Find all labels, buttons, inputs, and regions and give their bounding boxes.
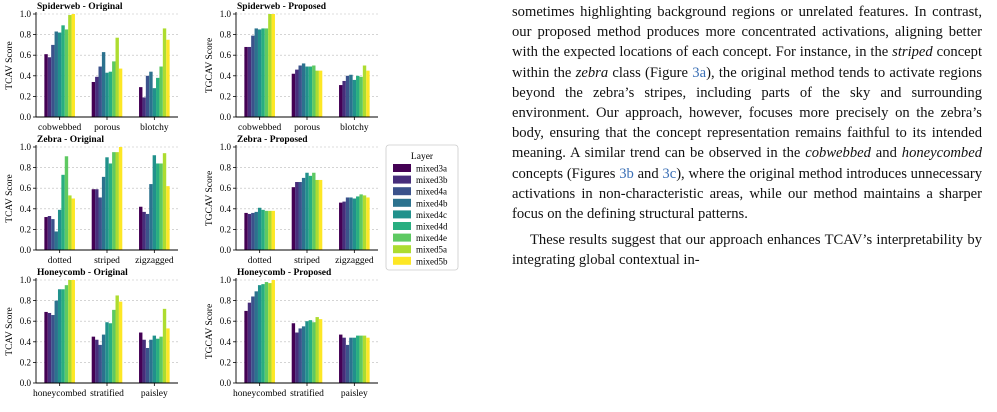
bar-cobwebbed-mixed4e <box>65 29 68 117</box>
y-axis-label: TCAV Score <box>5 41 15 90</box>
text-span: and <box>633 165 663 182</box>
bar-paisley-mixed4d <box>156 339 159 383</box>
y-tick-label: 0.8 <box>219 295 231 306</box>
legend-label-mixed4c: mixed4c <box>416 209 447 220</box>
bar-paisley-mixed4c <box>353 338 356 383</box>
bar-honeycombed-mixed4d <box>261 284 264 383</box>
bar-dotted-mixed4b <box>55 231 58 250</box>
term-striped: striped <box>892 44 933 61</box>
y-tick-label: 0.0 <box>219 245 231 255</box>
bar-honeycombed-mixed4d <box>61 289 64 383</box>
bar-paisley-mixed3b <box>342 338 345 383</box>
bar-paisley-mixed3a <box>339 335 342 383</box>
y-tick-label: 0.6 <box>219 316 231 327</box>
bar-honeycombed-mixed5a <box>268 283 271 383</box>
legend-title: Layer <box>410 152 434 162</box>
bar-blotchy-mixed4b <box>349 75 352 117</box>
bar-blotchy-mixed3a <box>139 87 142 117</box>
bar-blotchy-mixed4a <box>146 76 149 117</box>
bar-cobwebbed-mixed4d <box>261 28 264 117</box>
bar-dotted-mixed3a <box>44 217 47 250</box>
y-tick-label: 0.4 <box>19 70 31 81</box>
bar-striped-mixed5a <box>116 152 119 250</box>
term-cobwebbed: cobwebbed <box>805 145 871 162</box>
bar-paisley-mixed4b <box>149 340 152 383</box>
x-tick-label: porous <box>94 123 120 133</box>
bar-honeycombed-mixed4e <box>265 282 268 383</box>
bar-stratified-mixed3a <box>92 337 95 383</box>
y-tick-label: 0.2 <box>19 91 31 102</box>
y-tick-label: 0.8 <box>219 162 231 173</box>
bar-zigzagged-mixed3a <box>139 207 142 250</box>
legend-swatch-mixed3b <box>393 176 411 184</box>
bar-zigzagged-mixed3a <box>339 203 342 250</box>
figure-ref-3a[interactable]: 3a <box>692 64 707 81</box>
bar-paisley-mixed4a <box>346 345 349 383</box>
bar-zigzagged-mixed4a <box>346 197 349 250</box>
bar-porous-mixed4d <box>109 72 112 117</box>
x-tick-label: striped <box>294 256 320 266</box>
x-tick-label: zigzagged <box>135 256 174 266</box>
bar-striped-mixed5a <box>316 180 319 250</box>
chart-title: Honeycomb - Proposed <box>237 268 332 278</box>
bar-striped-mixed5b <box>119 147 122 250</box>
bar-dotted-mixed3b <box>248 214 251 250</box>
y-tick-label: 0.2 <box>19 357 31 368</box>
bar-stratified-mixed4b <box>302 326 305 383</box>
bar-blotchy-mixed3b <box>142 97 145 117</box>
bar-cobwebbed-mixed4a <box>51 45 54 117</box>
chart-panel-3 <box>5 135 178 266</box>
bar-cobwebbed-mixed4d <box>61 25 64 117</box>
y-tick-label: 0.0 <box>19 245 31 255</box>
bar-striped-mixed4a <box>299 182 302 250</box>
y-tick-label: 0.8 <box>19 29 31 40</box>
bar-zigzagged-mixed5b <box>166 186 169 250</box>
x-tick-label: stratified <box>90 389 124 399</box>
bar-porous-mixed4c <box>105 73 108 117</box>
bar-stratified-mixed4b <box>102 335 105 383</box>
bar-paisley-mixed4a <box>146 348 149 383</box>
bar-porous-mixed4b <box>302 63 305 117</box>
bar-zigzagged-mixed5a <box>163 153 166 250</box>
y-tick-label: 0.4 <box>19 336 31 347</box>
chart-title: Spiderweb - Original <box>37 2 123 12</box>
term-honeycombed: honeycombed <box>901 145 982 162</box>
x-tick-label: cobwebbed <box>238 123 282 133</box>
bar-zigzagged-mixed5b <box>366 197 369 250</box>
chart-title: Spiderweb - Proposed <box>237 2 327 12</box>
legend-label-mixed4b: mixed4b <box>416 198 448 209</box>
bar-paisley-mixed3a <box>139 333 142 383</box>
figure-ref-3c[interactable]: 3c <box>662 165 677 182</box>
bar-striped-mixed4d <box>309 176 312 250</box>
bar-stratified-mixed3b <box>95 340 98 383</box>
bar-striped-mixed4a <box>99 197 102 250</box>
bar-striped-mixed4d <box>109 163 112 250</box>
bar-zigzagged-mixed4b <box>349 197 352 250</box>
x-tick-label: stratified <box>290 389 324 399</box>
figure-3 <box>0 0 480 407</box>
bar-blotchy-mixed4c <box>153 88 156 117</box>
bar-stratified-mixed3a <box>292 323 295 383</box>
bar-zigzagged-mixed4e <box>359 194 362 250</box>
y-tick-label: 1.0 <box>19 275 31 285</box>
y-tick-label: 0.0 <box>19 112 31 122</box>
text-span: ), where the original method introduces unnecessary activations in non-characteristic areas, while our method maintains a sharper focus on the defining structural patterns. <box>512 165 982 223</box>
legend-label-mixed5a: mixed5a <box>416 244 447 255</box>
x-tick-label: paisley <box>140 389 168 399</box>
y-tick-label: 0.4 <box>19 203 31 214</box>
bar-dotted-mixed4e <box>65 156 68 250</box>
bar-porous-mixed4c <box>305 67 308 117</box>
x-tick-label: dotted <box>247 256 272 266</box>
y-tick-label: 1.0 <box>219 142 231 152</box>
bar-porous-mixed5b <box>319 71 322 117</box>
bar-cobwebbed-mixed4e <box>265 28 268 117</box>
bar-zigzagged-mixed4d <box>156 163 159 250</box>
bar-stratified-mixed4a <box>99 345 102 383</box>
bar-honeycombed-mixed5b <box>272 280 275 383</box>
bar-blotchy-mixed3a <box>339 85 342 117</box>
bar-stratified-mixed5a <box>116 295 119 383</box>
bar-honeycombed-mixed3a <box>244 311 247 383</box>
legend-swatch-mixed4d <box>393 222 411 230</box>
bar-honeycombed-mixed4b <box>255 291 258 383</box>
bar-zigzagged-mixed4b <box>149 184 152 250</box>
bar-cobwebbed-mixed5a <box>68 15 71 117</box>
bar-cobwebbed-mixed3b <box>248 47 251 117</box>
bar-paisley-mixed5b <box>166 328 169 383</box>
term-zebra: zebra <box>575 64 609 81</box>
x-tick-label: honeycombed <box>33 389 87 399</box>
bar-stratified-mixed4d <box>309 320 312 383</box>
bar-blotchy-mixed4c <box>353 80 356 117</box>
legend-label-mixed3a: mixed3a <box>416 163 447 174</box>
bar-paisley-mixed4d <box>356 336 359 383</box>
bar-cobwebbed-mixed5a <box>268 14 271 117</box>
bar-stratified-mixed4e <box>312 322 315 383</box>
bar-dotted-mixed5b <box>272 211 275 250</box>
y-axis-label: TGCAV Score <box>205 170 215 227</box>
bar-paisley-mixed5a <box>163 309 166 383</box>
y-tick-label: 1.0 <box>19 142 31 152</box>
bar-dotted-mixed3b <box>48 216 51 250</box>
y-axis-label: TCAV Score <box>5 174 15 223</box>
y-tick-label: 0.0 <box>19 378 31 388</box>
paper-text-column <box>512 2 982 271</box>
y-tick-label: 0.8 <box>19 162 31 173</box>
bar-paisley-mixed4c <box>153 336 156 383</box>
bar-dotted-mixed5b <box>72 199 75 251</box>
bar-blotchy-mixed4a <box>346 76 349 117</box>
bar-blotchy-mixed5a <box>163 28 166 117</box>
bar-blotchy-mixed4d <box>356 76 359 117</box>
bar-blotchy-mixed5b <box>366 71 369 117</box>
text-span: and <box>870 145 902 162</box>
bar-honeycombed-mixed4a <box>251 296 254 383</box>
bar-stratified-mixed5b <box>319 319 322 383</box>
bar-striped-mixed3b <box>295 182 298 250</box>
y-tick-label: 0.2 <box>219 224 231 235</box>
bar-porous-mixed4e <box>312 66 315 118</box>
chart-panel-1 <box>5 2 178 133</box>
bar-honeycombed-mixed3b <box>248 303 251 383</box>
bar-paisley-mixed5a <box>363 336 366 383</box>
x-tick-label: paisley <box>340 389 368 399</box>
bar-stratified-mixed5a <box>316 317 319 383</box>
bar-porous-mixed3a <box>292 74 295 117</box>
bar-porous-mixed5b <box>119 69 122 117</box>
x-tick-label: zigzagged <box>335 256 374 266</box>
y-tick-label: 1.0 <box>19 9 31 19</box>
chart-panel-2 <box>205 2 378 133</box>
y-tick-label: 0.8 <box>19 295 31 306</box>
x-tick-label: dotted <box>47 256 72 266</box>
bar-porous-mixed4b <box>102 52 105 117</box>
bar-cobwebbed-mixed4c <box>58 33 61 117</box>
y-tick-label: 0.0 <box>219 378 231 388</box>
chart-title: Zebra - Original <box>37 135 105 145</box>
bar-porous-mixed4a <box>299 66 302 118</box>
bar-stratified-mixed4c <box>305 321 308 383</box>
legend-label-mixed3b: mixed3b <box>416 175 448 186</box>
y-tick-label: 0.4 <box>219 70 231 81</box>
bar-dotted-mixed4c <box>258 208 261 250</box>
x-tick-label: blotchy <box>340 123 369 133</box>
bar-cobwebbed-mixed4b <box>255 28 258 117</box>
bar-paisley-mixed4e <box>159 337 162 383</box>
bar-striped-mixed4c <box>105 157 108 250</box>
chart-panel-5 <box>5 268 178 399</box>
legend-swatch-mixed3a <box>393 164 411 172</box>
bar-zigzagged-mixed4c <box>353 199 356 251</box>
bar-dotted-mixed5a <box>268 211 271 250</box>
bar-zigzagged-mixed4d <box>356 196 359 250</box>
text-span: sometimes highlighting background regions or unrelated features. In contrast, our proposed method produces more concentrated activations, aligning better with the expected locations of each concept. For instance, in the <box>512 4 982 61</box>
bar-honeycombed-mixed5a <box>68 280 71 383</box>
chart-panel-6 <box>205 268 378 399</box>
bar-zigzagged-mixed4a <box>146 214 149 250</box>
bar-dotted-mixed4e <box>265 211 268 250</box>
bar-zigzagged-mixed3b <box>342 202 345 250</box>
legend-label-mixed4d: mixed4d <box>416 221 448 232</box>
legend-swatch-mixed4e <box>393 234 411 242</box>
bar-cobwebbed-mixed3a <box>244 47 247 117</box>
text-span: concepts (Figures <box>512 165 620 182</box>
bar-striped-mixed4e <box>112 152 115 250</box>
legend-swatch-mixed4b <box>393 199 411 207</box>
x-tick-label: cobwebbed <box>38 123 82 133</box>
bar-striped-mixed4c <box>305 173 308 250</box>
bar-porous-mixed3b <box>295 70 298 117</box>
bar-stratified-mixed4a <box>299 328 302 383</box>
bar-honeycombed-mixed4b <box>55 301 58 383</box>
bar-cobwebbed-mixed4b <box>55 32 58 117</box>
y-tick-label: 0.2 <box>219 91 231 102</box>
bar-cobwebbed-mixed3b <box>48 57 51 117</box>
legend <box>386 145 458 270</box>
legend-label-mixed5b: mixed5b <box>416 256 448 267</box>
y-tick-label: 1.0 <box>219 9 231 19</box>
y-tick-label: 1.0 <box>219 275 231 285</box>
x-tick-label: striped <box>94 256 120 266</box>
bar-honeycombed-mixed5b <box>72 280 75 383</box>
chart-title: Zebra - Proposed <box>237 135 308 145</box>
bar-honeycombed-mixed3a <box>44 312 47 383</box>
y-axis-label: TGCAV Score <box>205 303 215 360</box>
text-span: class (Figure <box>608 64 693 81</box>
y-tick-label: 0.4 <box>219 203 231 214</box>
bar-dotted-mixed4a <box>251 213 254 250</box>
bar-cobwebbed-mixed4c <box>258 29 261 117</box>
bar-striped-mixed4e <box>312 173 315 250</box>
y-tick-label: 0.4 <box>219 336 231 347</box>
text-span: concept within the <box>512 44 983 81</box>
y-axis-label: TGCAV Score <box>205 37 215 94</box>
legend-swatch-mixed5b <box>393 257 411 265</box>
bar-zigzagged-mixed5a <box>363 195 366 250</box>
bar-dotted-mixed4a <box>51 219 54 250</box>
bar-cobwebbed-mixed3a <box>44 54 47 117</box>
bar-paisley-mixed5b <box>366 338 369 383</box>
bar-striped-mixed3b <box>95 189 98 250</box>
legend-label-mixed4e: mixed4e <box>416 233 447 244</box>
bar-striped-mixed5b <box>319 180 322 250</box>
bar-blotchy-mixed5b <box>166 40 169 117</box>
bar-honeycombed-mixed4c <box>58 289 61 383</box>
bar-porous-mixed4d <box>309 67 312 117</box>
bar-stratified-mixed4e <box>112 310 115 383</box>
bar-zigzagged-mixed3b <box>142 212 145 250</box>
legend-swatch-mixed5a <box>393 245 411 253</box>
bar-stratified-mixed4d <box>109 323 112 383</box>
legend-swatch-mixed4c <box>393 210 411 218</box>
bar-striped-mixed4b <box>102 177 105 250</box>
y-tick-label: 0.2 <box>219 357 231 368</box>
figure-ref-3b[interactable]: 3b <box>619 165 634 182</box>
y-axis-label: TCAV Score <box>5 307 15 356</box>
tcav-bar-charts <box>0 0 480 407</box>
legend-label-mixed4a: mixed4a <box>416 186 447 197</box>
bar-paisley-mixed4e <box>359 336 362 383</box>
y-tick-label: 0.6 <box>19 183 31 194</box>
bar-stratified-mixed4c <box>105 322 108 383</box>
chart-title: Honeycomb - Original <box>37 268 128 278</box>
y-tick-label: 0.0 <box>219 112 231 122</box>
y-tick-label: 0.6 <box>19 316 31 327</box>
bar-striped-mixed4b <box>302 178 305 250</box>
bar-dotted-mixed4d <box>261 210 264 250</box>
bar-porous-mixed5a <box>316 71 319 117</box>
text-span: ), the original method tends to activate regions beyond the zebra’s stripes, including parts of the sky and surrounding environment. Our approach, however, focuses more precisely on the zebra’s body, ensuring that the concept representation remains faithful to its intended meaning. A similar trend can be observed in the <box>512 64 983 162</box>
paragraph-2: These results suggest that our approach enhances TCAV’s interpretability by integrating global contextual in- <box>512 232 982 269</box>
y-tick-label: 0.6 <box>19 50 31 61</box>
bar-porous-mixed4a <box>99 67 102 117</box>
y-tick-label: 0.8 <box>219 29 231 40</box>
bar-porous-mixed5a <box>116 38 119 117</box>
bar-dotted-mixed5a <box>68 195 71 250</box>
bar-stratified-mixed5b <box>119 302 122 383</box>
x-tick-label: honeycombed <box>233 389 287 399</box>
bar-dotted-mixed3a <box>244 213 247 250</box>
bar-cobwebbed-mixed4a <box>251 36 254 117</box>
bar-striped-mixed3a <box>92 189 95 250</box>
bar-blotchy-mixed4e <box>159 67 162 117</box>
y-tick-label: 0.2 <box>19 224 31 235</box>
chart-panel-4 <box>205 135 378 266</box>
bar-stratified-mixed3b <box>295 333 298 383</box>
bar-blotchy-mixed4e <box>359 77 362 117</box>
paragraph-1 <box>512 2 982 224</box>
x-tick-label: porous <box>294 123 320 133</box>
y-tick-label: 0.6 <box>219 183 231 194</box>
bar-paisley-mixed3b <box>142 340 145 383</box>
bar-blotchy-mixed4b <box>149 72 152 117</box>
bar-porous-mixed4e <box>112 61 115 117</box>
bar-cobwebbed-mixed5b <box>72 14 75 117</box>
bar-porous-mixed3b <box>95 77 98 117</box>
bar-dotted-mixed4b <box>255 212 258 250</box>
bar-blotchy-mixed5a <box>363 66 366 118</box>
bar-dotted-mixed4d <box>61 175 64 250</box>
bar-honeycombed-mixed4a <box>51 315 54 383</box>
bar-honeycombed-mixed3b <box>48 313 51 383</box>
bar-honeycombed-mixed4c <box>258 285 261 383</box>
bar-dotted-mixed4c <box>58 210 61 250</box>
y-tick-label: 0.6 <box>219 50 231 61</box>
bar-zigzagged-mixed4e <box>159 163 162 250</box>
bar-cobwebbed-mixed5b <box>272 14 275 117</box>
bar-honeycombed-mixed4e <box>65 285 68 383</box>
bar-blotchy-mixed4d <box>156 78 159 117</box>
bar-paisley-mixed4b <box>349 338 352 383</box>
bar-blotchy-mixed3b <box>342 81 345 117</box>
bar-zigzagged-mixed4c <box>153 155 156 250</box>
bar-striped-mixed3a <box>292 187 295 250</box>
x-tick-label: blotchy <box>140 123 169 133</box>
bar-porous-mixed3a <box>92 82 95 117</box>
legend-swatch-mixed4a <box>393 187 411 195</box>
